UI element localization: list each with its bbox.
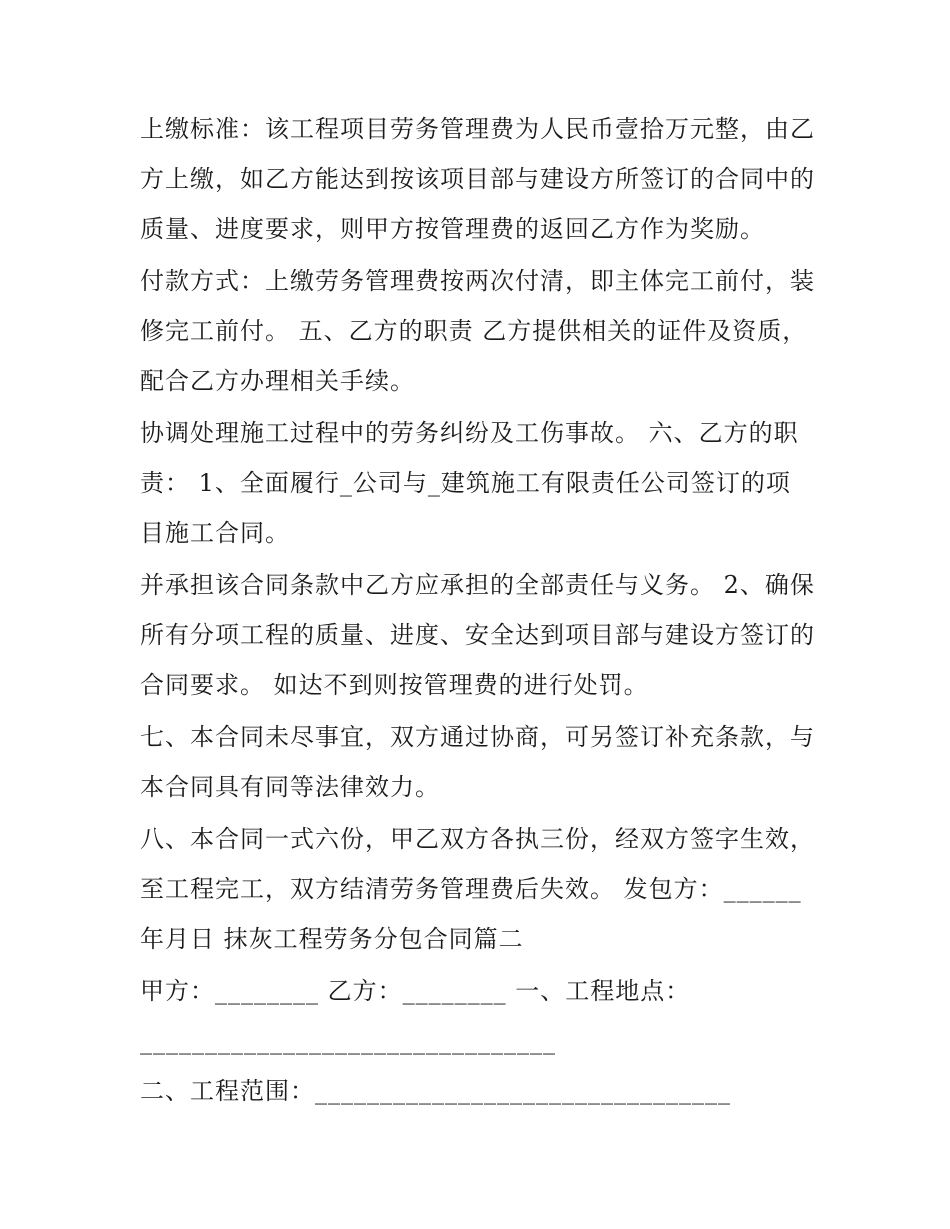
text-line: 八、本合同一式六份，甲乙双方各执三份，经双方签字生效， [140,825,815,853]
text-line: 配合乙方办理相关手续。 [140,367,415,395]
text-line: 质量、进度要求，则甲方按管理费的返回乙方作为奖励。 [140,215,765,243]
text-line: 协调处理施工过程中的劳务纠纷及工伤事故。 六、乙方的职 [140,419,799,447]
text-line: 并承担该合同条款中乙方应承担的全部责任与义务。 2、确保 [140,571,815,599]
text-line: 修完工前付。 五、乙方的职责 乙方提供相关的证件及资质， [140,317,808,345]
text-line: ________________________________ [140,1027,556,1055]
text-line: 七、本合同未尽事宜，双方通过协商，可另签订补充条款，与 [140,723,815,751]
text-line: 甲方：________ 乙方：________ 一、工程地点： [140,977,691,1005]
text-line: 合同要求。 如达不到则按管理费的进行处罚。 [140,671,649,699]
text-line: 年月日 抹灰工程劳务分包合同篇二 [140,925,524,953]
text-line: 付款方式：上缴劳务管理费按两次付清，即主体完工前付，装 [140,267,815,295]
text-line: 二、工程范围：________________________________ [140,1077,731,1105]
text-line: 责： 1、全面履行_公司与_建筑施工有限责任公司签订的项 [140,469,791,497]
text-line: 目施工合同。 [140,519,290,547]
text-line: 上缴标准：该工程项目劳务管理费为人民币壹拾万元整，由乙 [140,115,815,143]
text-line: 所有分项工程的质量、进度、安全达到项目部与建设方签订的 [140,621,815,649]
text-line: 本合同具有同等法律效力。 [140,773,440,801]
text-line: 方上缴，如乙方能达到按该项目部与建设方所签订的合同中的 [140,165,815,193]
text-line: 至工程完工，双方结清劳务管理费后失效。 发包方：______ [140,875,802,903]
